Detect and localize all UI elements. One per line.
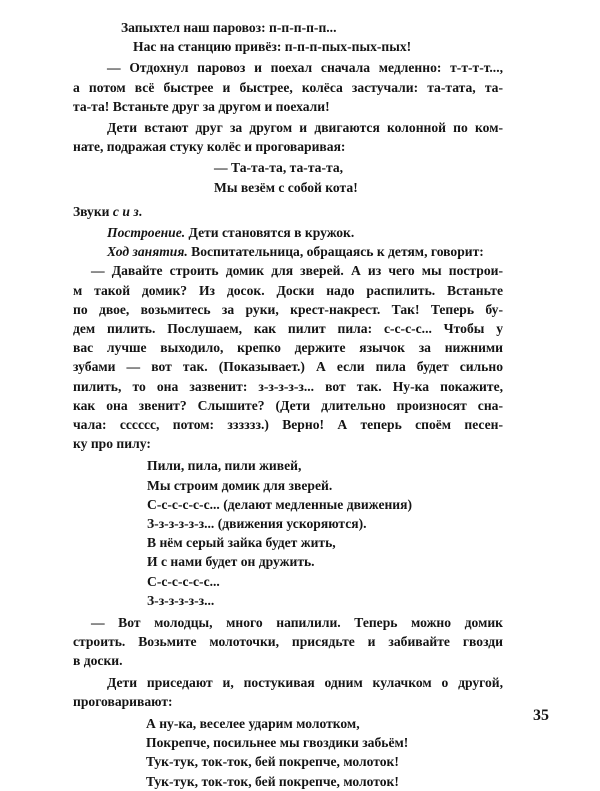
poem-line: И с нами будет он дружить. — [147, 554, 315, 570]
chant-line: Мы везём с собой кота! — [214, 179, 358, 195]
paragraph-line: Дети встают друг за другом и двигаются колонной по ком- — [107, 120, 503, 135]
page-number: 35 — [533, 707, 549, 724]
paragraph-line: пилить, то она зазвенит: з-з-з-з-з... вот так. Ну-ка покажите, — [73, 378, 503, 394]
poem-line: Нас на станцию привёз: п-п-п-пых-пых-пых! — [133, 39, 412, 55]
poem-line: Тук-тук, ток-ток, бей покрепче, молоток! — [146, 754, 399, 770]
paragraph-line: в доски. — [73, 653, 123, 669]
paragraph-line: дем пилить. Послушаем, как пилит пила: с-с-с-с... Чтобы у — [73, 321, 503, 336]
poem-line: Тук-тук, ток-ток, бей покрепче, молоток! — [146, 773, 399, 789]
poem-line: С-с-с-с-с-с... — [147, 573, 220, 589]
poem-line: В нём серый зайка будет жить, — [147, 535, 336, 551]
paragraph-line: — Давайте строить домик для зверей. А из чего мы построи- — [91, 263, 503, 279]
paragraph-line: строить. Возьмите молоточки, присядьте и забивайте гвозди — [73, 634, 503, 650]
poem-line: Мы строим домик для зверей. — [147, 477, 333, 493]
poem-line: Покрепче, посильнее мы гвоздики забьём! — [146, 735, 409, 751]
paragraph-line: чала: сссссс, потом: зззззз.) Верно! А теперь споём песен- — [73, 417, 503, 432]
paragraph-line: а потом всё быстрее и быстрее, колёса застучали: та-тата, та- — [73, 79, 503, 95]
paragraph-line: — Вот молодцы, много напилили. Теперь можно домик — [91, 615, 503, 630]
paragraph-line: нате, подражая стуку колёс и проговаривая: — [73, 139, 346, 155]
paragraph-line: проговаривают: — [73, 693, 173, 709]
paragraph-line: вас лучше выходило, крепко держите язычок за нижними — [73, 340, 503, 356]
paragraph-line: по двое, возьмитесь за руки, крест-накрест. Так! Теперь бу- — [73, 301, 503, 317]
poem-line: З-з-з-з-з-з... — [147, 592, 215, 608]
paragraph-line: зубами — вот так. (Показывает.) А если пила будет сильно — [73, 359, 503, 375]
paragraph-line: та-та! Встаньте друг за другом и поехали! — [73, 98, 330, 114]
course-text: Воспитательница, обращаясь к детям, говорит: — [187, 244, 484, 260]
paragraph-line: м такой домик? Из досок. Доски надо распилить. Встаньте — [73, 282, 503, 298]
paragraph-line: Дети приседают и, постукивая одним кулачком о другой, — [107, 674, 503, 690]
poem-line: Пили, пила, пили живей, — [147, 458, 302, 474]
setup-label: Построение. — [107, 225, 186, 240]
paragraph-line: — Отдохнул паровоз и поехал сначала медленно: т-т-т-т..., — [107, 60, 503, 76]
heading-prefix: Звуки — [73, 203, 113, 219]
heading-suffix: . — [138, 203, 143, 219]
chant-line: — Та-та-та, та-та-та, — [214, 160, 344, 176]
heading-letters: с и з — [112, 203, 139, 219]
course-label: Ход занятия. — [107, 244, 188, 260]
paragraph-line: как она звенит? Слышите? (Дети длительно произносят сна- — [73, 397, 503, 413]
paragraph-line: ку про пилу: — [73, 436, 151, 452]
poem-line: С-с-с-с-с-с... (делают медленные движения) — [147, 496, 413, 512]
poem-line: А ну-ка, веселее ударим молотком, — [146, 716, 360, 731]
setup-text: Дети становятся в кружок. — [185, 225, 355, 240]
poem-line: З-з-з-з-з-з... (движения ускоряются). — [147, 516, 367, 531]
poem-line: Запыхтел наш паровоз: п-п-п-п-п... — [121, 20, 337, 35]
